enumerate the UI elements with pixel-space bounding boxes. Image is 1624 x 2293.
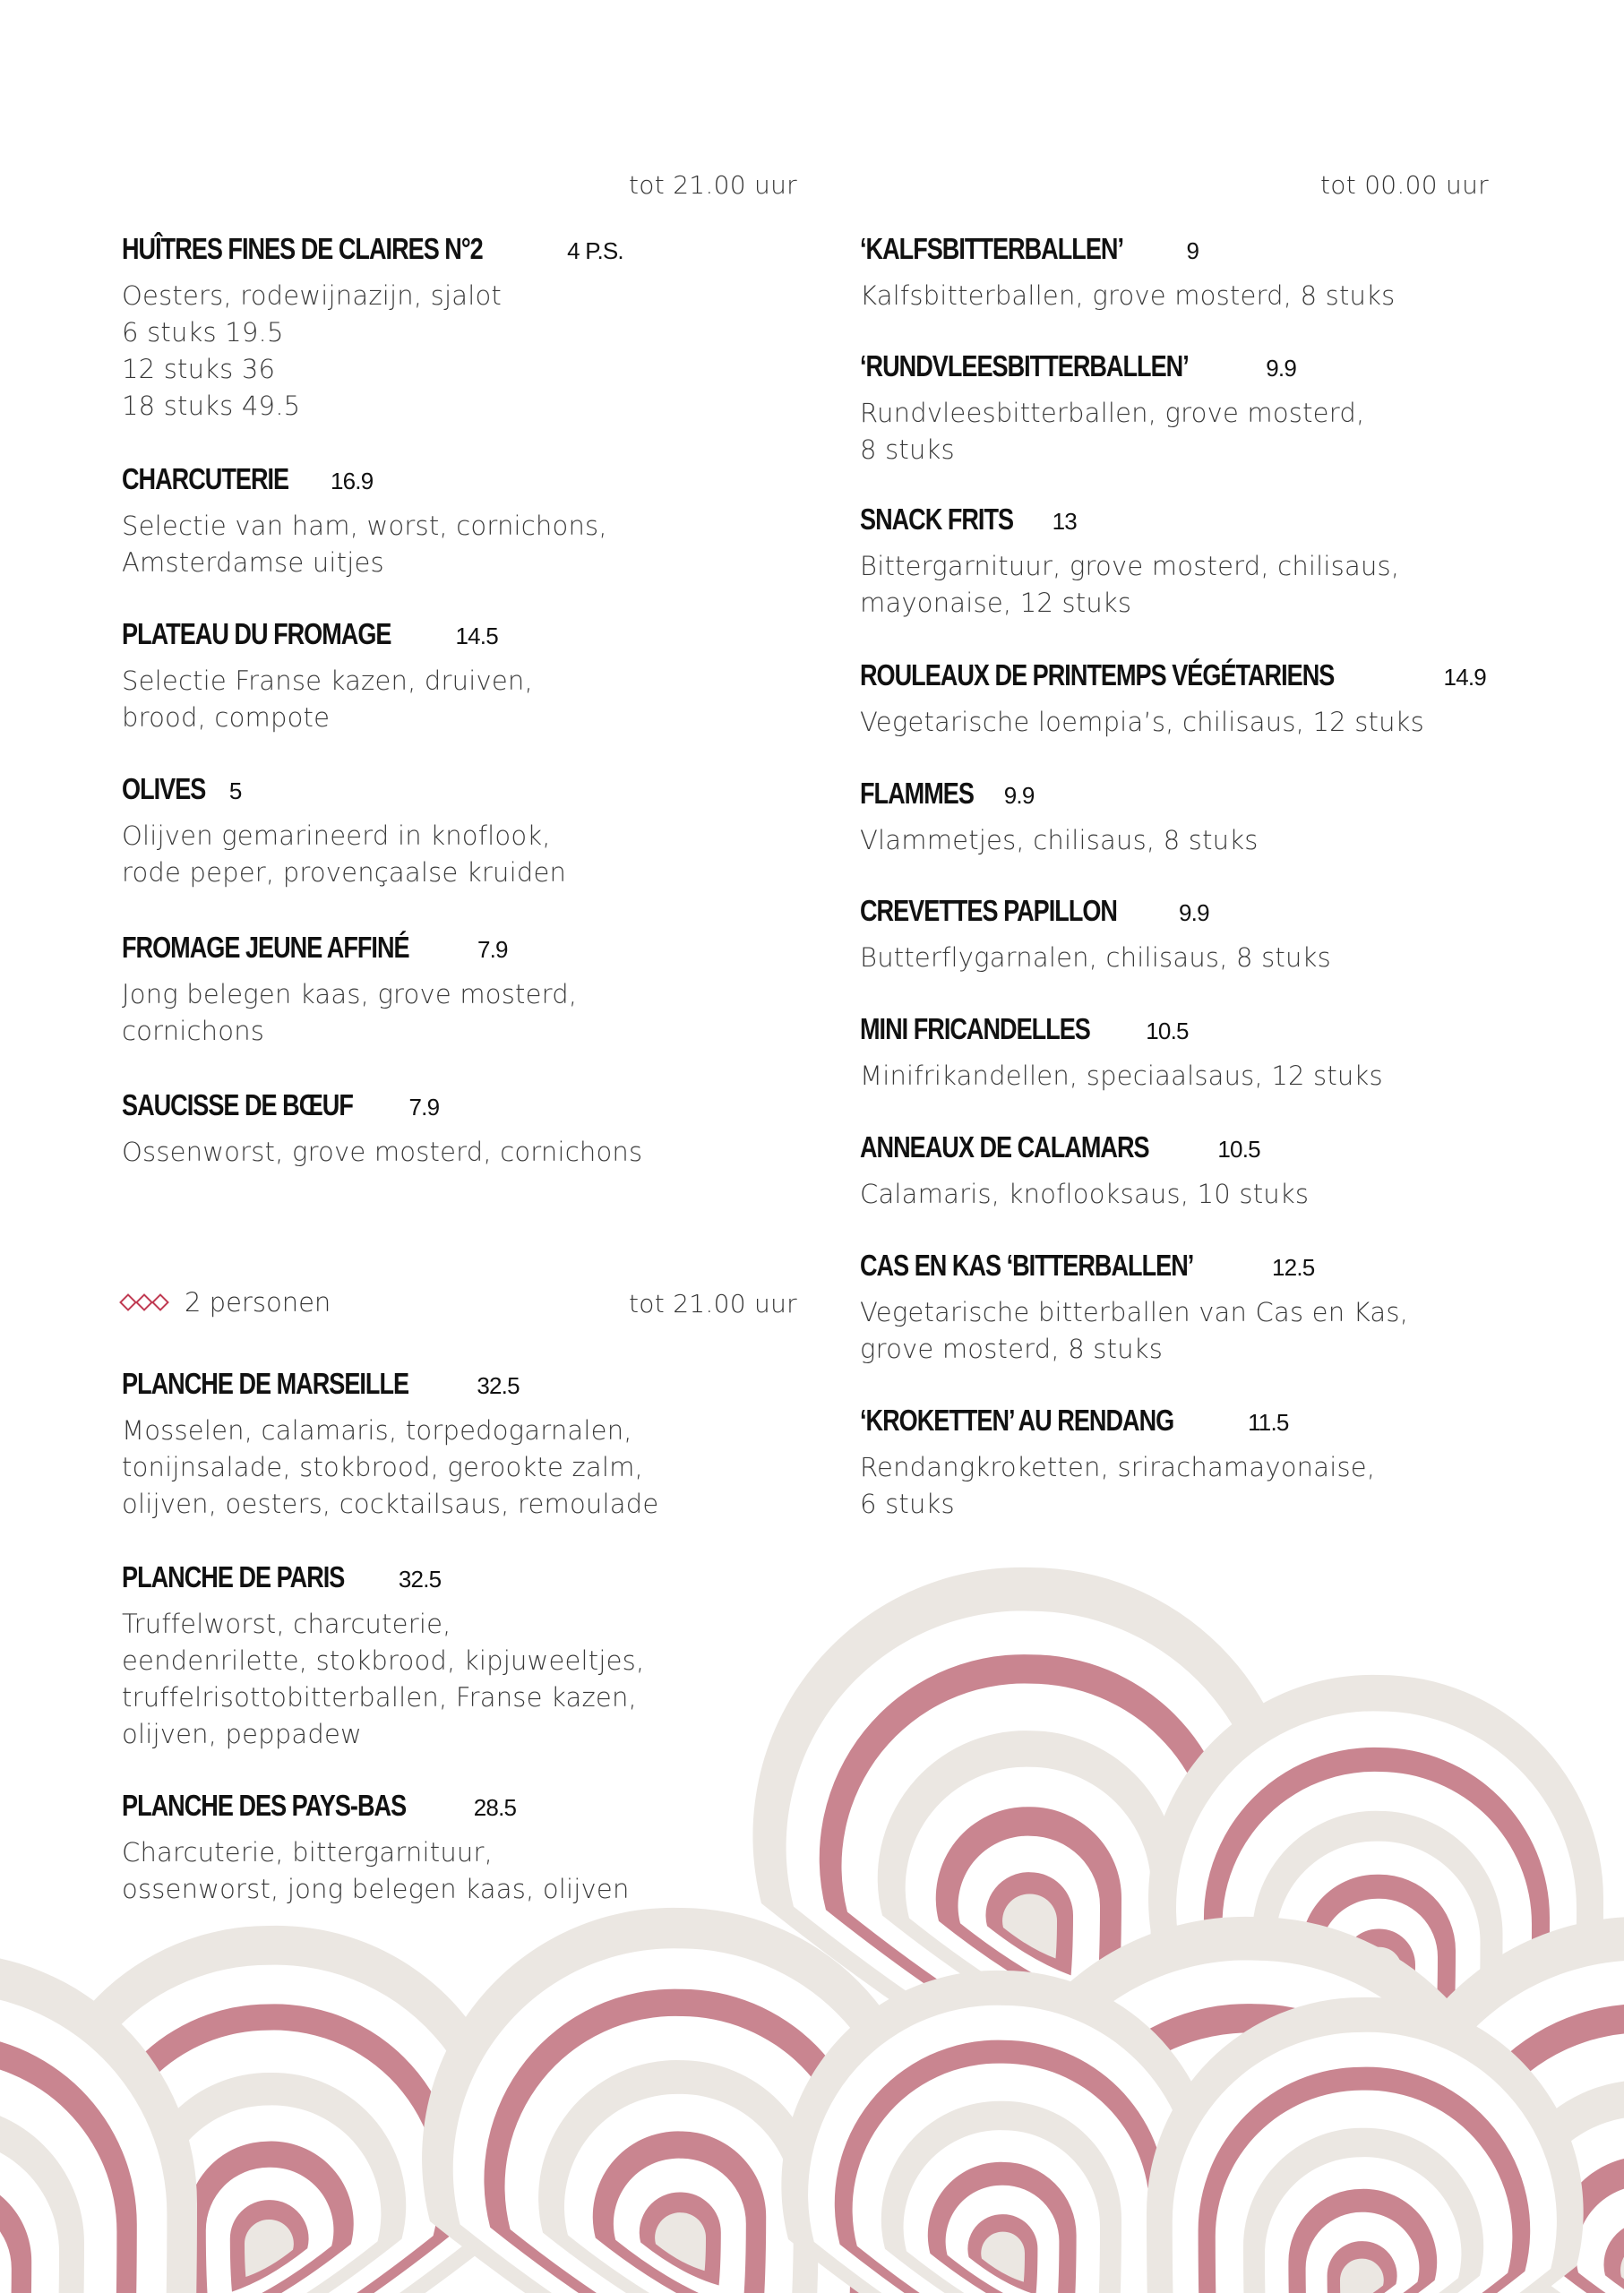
- item-name: PLATEAU DU FROMAGE: [122, 617, 391, 650]
- desc-line: eendenrilette, stokbrood, kipjuweeltjes,: [122, 1645, 645, 1676]
- menu-item-flammes: [860, 776, 1505, 859]
- desc-line: Kalfsbitterballen, grove mosterd, 8 stuks: [860, 280, 1396, 311]
- desc-line: 12 stuks 36: [122, 354, 276, 384]
- persons-text: 2 personen: [185, 1287, 331, 1318]
- item-name: ROULEAUX DE PRINTEMPS VÉGÉTARIENS: [860, 658, 1335, 691]
- item-name: PLANCHE DE MARSEILLE: [122, 1367, 409, 1400]
- desc-line: Truffelworst, charcuterie,: [122, 1609, 451, 1639]
- item-description: [860, 548, 1505, 622]
- menu-item-mini-fricandelles: [860, 1011, 1505, 1095]
- desc-line: Vlammetjes, chilisaus, 8 stuks: [860, 825, 1259, 855]
- item-description: [122, 1834, 794, 1908]
- item-name: SNACK FRITS: [860, 502, 1014, 536]
- menu-item-charcuterie: [122, 461, 794, 581]
- item-price: 32.5: [398, 1566, 442, 1593]
- item-price: 9: [1186, 237, 1199, 264]
- item-price: 13: [1052, 508, 1077, 535]
- desc-line: rode peper, provençaalse kruiden: [122, 857, 567, 888]
- desc-line: Olijven gemarineerd in knoflook,: [122, 820, 551, 851]
- item-name: PLANCHE DE PARIS: [122, 1560, 345, 1593]
- desc-line: Selectie van ham, worst, cornichons,: [122, 511, 607, 541]
- desc-line: grove mosterd, 8 stuks: [860, 1334, 1164, 1364]
- desc-line: Ossenworst, grove mosterd, cornichons: [122, 1137, 643, 1167]
- item-price: 4 P.S.: [567, 237, 623, 264]
- desc-line: truffelrisottobitterballen, Franse kazen,: [122, 1682, 637, 1713]
- item-name: CHARCUTERIE: [122, 462, 289, 495]
- item-description: [860, 1058, 1505, 1095]
- item-description: [860, 1449, 1505, 1523]
- menu-item-saucisse-de-boeuf: [122, 1087, 794, 1171]
- item-name: SAUCISSE DE BŒUF: [122, 1088, 353, 1121]
- desc-line: brood, compote: [122, 702, 331, 733]
- desc-line: Oesters, rodewijnazijn, sjalot: [122, 280, 502, 311]
- item-name: ‘KALFSBITTERBALLEN’: [860, 232, 1123, 265]
- item-description: [122, 1134, 794, 1171]
- desc-line: Vegetarische loempia’s, chilisaus, 12 stuks: [860, 707, 1424, 737]
- desc-line: Rendangkroketten, srirachamayonaise,: [860, 1452, 1376, 1482]
- desc-line: ossenworst, jong belegen kaas, olijven: [122, 1874, 630, 1904]
- desc-line: Selectie Franse kazen, druiven,: [122, 666, 533, 696]
- item-name: PLANCHE DES PAYS-BAS: [122, 1789, 407, 1822]
- menu-item-cas-en-kas-bitterballen: [860, 1248, 1505, 1368]
- item-name: ‘KROKETTEN’ AU RENDANG: [860, 1404, 1174, 1437]
- menu-item-olives: [122, 771, 794, 891]
- desc-line: Bittergarnituur, grove mosterd, chilisaus,: [860, 551, 1400, 581]
- menu-item-kalfsbitterballen: [860, 231, 1505, 314]
- desc-line: 6 stuks: [860, 1489, 955, 1519]
- item-name: ANNEAUX DE CALAMARS: [860, 1130, 1149, 1164]
- menu-item-crevettes-papillon: [860, 893, 1505, 976]
- item-description: [122, 663, 794, 736]
- diamond-icon: [122, 1296, 167, 1309]
- menu-item-planche-de-marseille: [122, 1366, 794, 1523]
- desc-line: Jong belegen kaas, grove mosterd,: [122, 979, 578, 1009]
- item-name: ‘RUNDVLEESBITTERBALLEN’: [860, 349, 1189, 382]
- item-name: FLAMMES: [860, 777, 974, 810]
- desc-line: tonijnsalade, stokbrood, gerookte zalm,: [122, 1452, 643, 1482]
- desc-line: Mosselen, calamaris, torpedogarnalen,: [122, 1415, 632, 1446]
- desc-line: 8 stuks: [860, 434, 955, 465]
- persons-label: [122, 1287, 331, 1318]
- menu-item-snack-frits: [860, 502, 1505, 622]
- desc-line: mayonaise, 12 stuks: [860, 588, 1132, 618]
- time-note-left-top: tot 21.00 uur: [629, 170, 797, 200]
- menu-item-fromage-jeune: [122, 930, 794, 1050]
- menu-item-planche-des-pays-bas: [122, 1788, 794, 1908]
- item-description: [860, 822, 1505, 859]
- item-price: 28.5: [473, 1794, 517, 1821]
- time-note-left-mid: tot 21.00 uur: [629, 1289, 797, 1318]
- desc-line: olijven, oesters, cocktailsaus, remoulade: [122, 1489, 659, 1519]
- item-price: 7.9: [408, 1094, 440, 1121]
- item-price: 10.5: [1146, 1018, 1189, 1044]
- desc-line: Amsterdamse uitjes: [122, 547, 384, 578]
- item-name: CAS EN KAS ‘BITTERBALLEN’: [860, 1249, 1194, 1282]
- item-description: [122, 1606, 794, 1753]
- item-description: [122, 818, 794, 891]
- item-price: 12.5: [1272, 1254, 1315, 1281]
- item-price: 10.5: [1217, 1136, 1260, 1163]
- item-description: [122, 1413, 794, 1523]
- desc-line: Minifrikandellen, speciaalsaus, 12 stuks: [860, 1061, 1383, 1091]
- item-description: [860, 1176, 1505, 1213]
- item-description: [122, 508, 794, 581]
- item-description: [122, 278, 794, 425]
- item-description: [122, 976, 794, 1050]
- menu-item-kroketten-au-rendang: [860, 1403, 1505, 1523]
- item-price: 5: [228, 777, 242, 804]
- desc-line: 6 stuks 19.5: [122, 317, 284, 348]
- item-price: 32.5: [477, 1372, 520, 1399]
- desc-line: 18 stuks 49.5: [122, 391, 301, 421]
- item-name: FROMAGE JEUNE AFFINÉ: [122, 931, 409, 964]
- desc-line: Butterflygarnalen, chilisaus, 8 stuks: [860, 942, 1331, 973]
- item-description: [860, 1294, 1505, 1368]
- item-price: 14.9: [1443, 664, 1486, 691]
- desc-line: olijven, peppadew: [122, 1719, 362, 1749]
- item-description: [860, 395, 1505, 468]
- menu-item-huitres: [122, 231, 794, 425]
- item-price: 9.9: [1003, 782, 1035, 809]
- item-description: [860, 278, 1505, 314]
- menu-item-planche-de-paris: [122, 1559, 794, 1753]
- item-name: OLIVES: [122, 772, 206, 805]
- item-price: 14.5: [455, 623, 498, 649]
- menu-item-rouleaux-de-printemps: [860, 657, 1505, 741]
- menu-item-plateau-du-fromage: [122, 616, 794, 736]
- item-price: 9.9: [1179, 899, 1209, 926]
- desc-line: Vegetarische bitterballen van Cas en Kas,: [860, 1297, 1409, 1327]
- item-price: 16.9: [330, 468, 374, 494]
- item-name: MINI FRICANDELLES: [860, 1012, 1090, 1045]
- item-description: [860, 704, 1505, 741]
- menu-item-rundvleesbitterballen: [860, 348, 1505, 468]
- item-description: [860, 940, 1505, 976]
- item-price: 11.5: [1248, 1409, 1289, 1436]
- item-name: HUÎTRES FINES DE CLAIRES N°2: [122, 232, 483, 265]
- time-note-right-top: tot 00.00 uur: [1320, 170, 1489, 200]
- desc-line: Calamaris, knoflooksaus, 10 stuks: [860, 1179, 1310, 1209]
- desc-line: cornichons: [122, 1016, 265, 1046]
- desc-line: Rundvleesbitterballen, grove mosterd,: [860, 398, 1365, 428]
- item-name: CREVETTES PAPILLON: [860, 894, 1117, 927]
- menu-item-anneaux-de-calamars: [860, 1129, 1505, 1213]
- desc-line: Charcuterie, bittergarnituur,: [122, 1837, 494, 1868]
- item-price: 7.9: [477, 936, 508, 963]
- item-price: 9.9: [1266, 355, 1296, 382]
